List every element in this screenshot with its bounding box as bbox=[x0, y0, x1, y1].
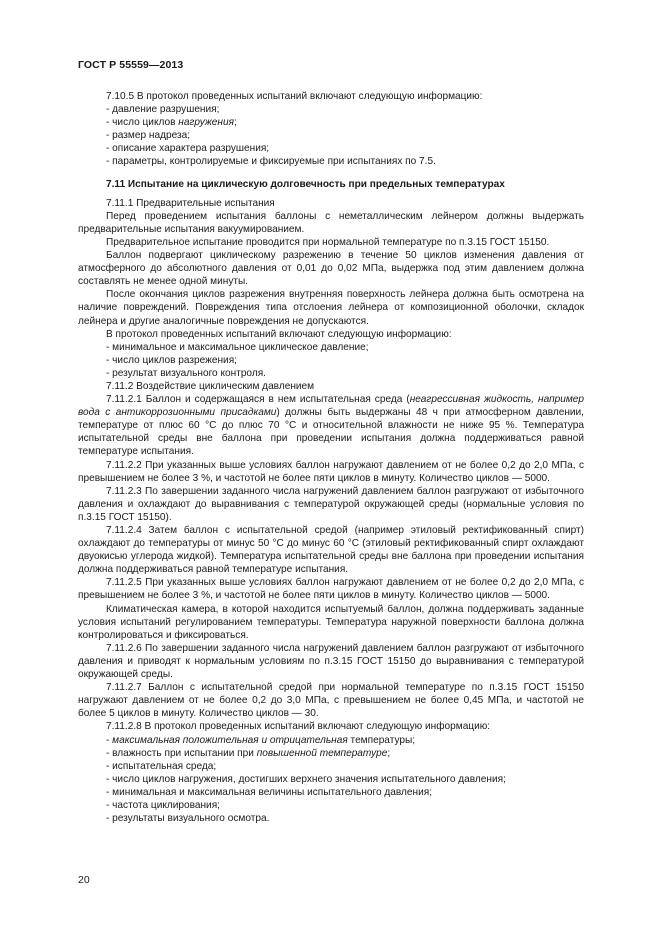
list-item: - размер надреза; bbox=[106, 130, 191, 142]
paragraph-7-11-2-4: 7.11.2.4 Затем баллон с испытательной средой (например этиловый ректификованный спирт) охлаждают до температуры от минус 50 °С до минус 60 °С (этиловый ректификованный спирт охлаждают двуокисью углерода жидкой). Температура испытательной среды вне баллона при проведении испытания должна поддерживаться равной температуре испытания. bbox=[78, 525, 584, 576]
list-item: - частота циклирования; bbox=[106, 799, 220, 811]
paragraph: Климатическая камера, в которой находится испытуемый баллон, должна поддерживать заданные условия испытаний регулированием температуры. Температура наружной поверхности баллона должна контролироваться и фиксироваться. bbox=[78, 603, 584, 641]
page-number: 20 bbox=[78, 874, 90, 886]
paragraph-7-11-2-1: 7.11.2.1 Баллон и содержащаяся в нем испытательная среда (неагрессивная жидкость, например вода с антикоррозионными присадками) должны быть выдержаны 48 ч при атмосферном давлении, температуре от плюс 60 °С до плюс 70 °С и относительной влажности не ниже 95 %. Температура испытательной среды вне баллона при проведении испытания должна поддерживаться равной температуре испытания. bbox=[78, 394, 584, 458]
list-item: - максимальная положительная и отрицательная температуры; bbox=[106, 734, 416, 746]
paragraph: Баллон подвергают циклическому разрежению в течение 50 циклов изменения давления от атмосферного до абсолютного давления от 0,01 до 0,02 МПа, выдержка под этим давлением должна составлять не менее одной минуты. bbox=[78, 250, 584, 288]
paragraph-7-11-2-5: 7.11.2.5 При указанных выше условиях баллон нагружают давлением от не более 0,2 до 2,0 МПа, с превышением не более 3 %, и частотой не более пяти циклов в минуту. Количество циклов — 5000. bbox=[78, 577, 584, 602]
section-heading: 7.11 Испытание на циклическую долговечность при предельных температурах bbox=[106, 178, 505, 190]
paragraph: После окончания циклов разрежения внутренняя поверхность лейнера должна быть осмотрена на наличие повреждений. Повреждения типа отслоения лейнера от композиционной оболочки, складок лейнера и другие аналогичные повреждения не допускаются. bbox=[78, 289, 584, 327]
list-item: - параметры, контролируемые и фиксируемые при испытаниях по 7.5. bbox=[106, 156, 436, 168]
list-item: - результат визуального контроля. bbox=[106, 367, 266, 379]
list-item: - число циклов нагружения, достигших верхнего значения испытательного давления; bbox=[106, 773, 506, 785]
standard-header: ГОСТ Р 55559—2013 bbox=[78, 59, 184, 71]
list-item: - испытательная среда; bbox=[106, 760, 217, 772]
list-item: - минимальное и максимальное циклическое давление; bbox=[106, 341, 369, 353]
paragraph-7-11-2-2: 7.11.2.2 При указанных выше условиях баллон нагружают давлением от не более 0,2 до 2,0 МПа, с превышением не более 3 %, и частотой не более пяти циклов в минуту. Количество циклов — 5000. bbox=[78, 459, 584, 484]
paragraph-7-11-2-6: 7.11.2.6 По завершении заданного числа нагружений давлением баллон разгружают от избыточного давления и приводят к нормальным условиям по п.3.15 ГОСТ 15150 до выравнивания с температурой окружающей среды. bbox=[78, 642, 584, 681]
document-body bbox=[78, 90, 584, 825]
paragraph: Перед проведением испытания баллоны с неметаллическим лейнером должны выдержать предварительные испытания вакуумированием. bbox=[78, 210, 584, 235]
paragraph-7-11-2: 7.11.2 Воздействие циклическим давлением bbox=[106, 380, 315, 392]
paragraph: Предварительное испытание проводится при нормальной температуре по п.3.15 ГОСТ 15150. bbox=[106, 236, 550, 248]
list-item: - число циклов нагружения; bbox=[106, 117, 237, 129]
paragraph: В протокол проведенных испытаний включают следующую информацию: bbox=[106, 328, 452, 340]
paragraph-7-11-2-3: 7.11.2.3 По завершении заданного числа нагружений давлением баллон разгружают от избыточного давления и охлаждают до выравнивания с температурой окружающей среды (нормальные условия по п.3.15 ГОСТ 15150). bbox=[78, 485, 584, 523]
paragraph-7-10-5: 7.10.5 В протокол проведенных испытаний включают следующую информацию: bbox=[106, 91, 483, 102]
list-item: - число циклов разрежения; bbox=[106, 354, 237, 366]
list-item: - минимальная и максимальная величины испытательного давления; bbox=[106, 786, 433, 798]
paragraph-7-11-2-7: 7.11.2.7 Баллон с испытательной средой при нормальной температуре по п.3.15 ГОСТ 15150 нагружают давлением от не более 0,2 до 3,0 МПа, с превышением не более 0,45 МПа, и частотой не более 5 циклов в минуту. Количество циклов — 30. bbox=[78, 682, 584, 720]
list-item: - давление разрушения; bbox=[106, 104, 220, 116]
paragraph-7-11-1: 7.11.1 Предварительные испытания bbox=[106, 197, 275, 209]
list-item: - описание характера разрушения; bbox=[106, 143, 270, 155]
list-item: - влажность при испытании при повышенной температуре; bbox=[106, 747, 391, 759]
paragraph-7-11-2-8: 7.11.2.8 В протокол проведенных испытаний включают следующую информацию: bbox=[106, 721, 491, 733]
list-item: - результаты визуального осмотра. bbox=[106, 813, 270, 825]
